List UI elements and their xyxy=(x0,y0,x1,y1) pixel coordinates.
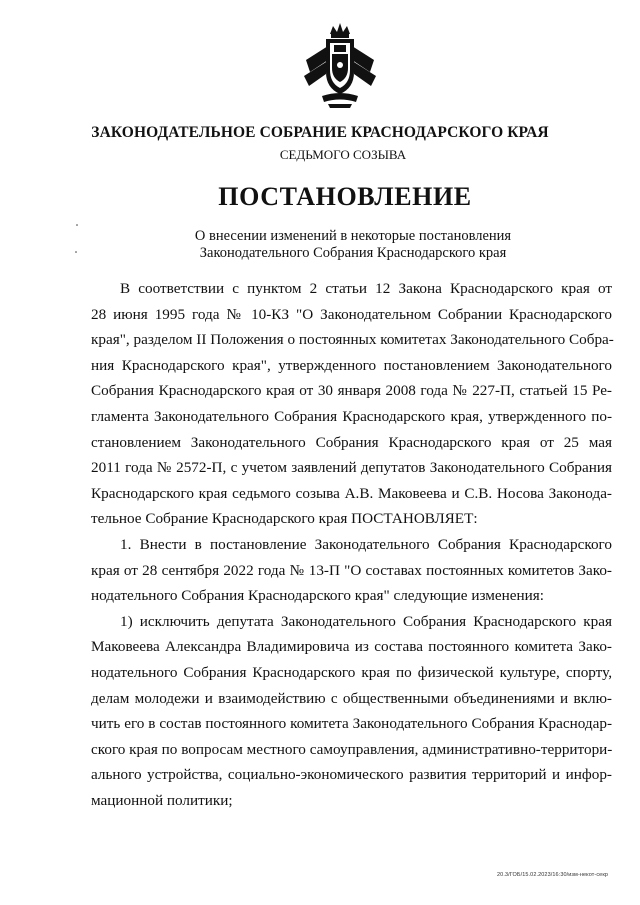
body-line: мационной политики; xyxy=(91,791,233,809)
document-subject xyxy=(0,228,640,262)
body-line: тельное Собрание Краснодарского края ПОСТАНОВЛЯЕТ: xyxy=(91,510,478,528)
body-line: В соответствии с пунктом 2 статьи 12 Закона Краснодарского края от xyxy=(120,280,612,297)
body-line: чить его в состав постоянного комитета Законодательного Собрания Краснодар- xyxy=(91,715,612,733)
document-body xyxy=(91,276,612,813)
body-line: ального устройства, социально-экономического развития территорий и инфор- xyxy=(91,766,612,784)
coat-of-arms-emblem xyxy=(300,20,380,112)
body-line: Краснодарского края седьмого созыва А.В. Маковеева и С.В. Носова Законода- xyxy=(91,484,612,502)
scan-speck xyxy=(75,251,77,253)
body-line: Маковеева Александра Владимировича из состава постоянного комитета Зако- xyxy=(91,638,612,656)
document-type-title: ПОСТАНОВЛЕНИЕ xyxy=(218,182,472,211)
body-line: 28 июня 1995 года № 10-КЗ "О Законодательном Собрании Краснодарского xyxy=(91,305,612,323)
body-line: ния Краснодарского края", утвержденного постановлением Законодательного xyxy=(91,356,612,374)
body-line: края от 28 сентября 2022 года № 13-П "О составах постоянных комитетов Зако- xyxy=(91,561,612,579)
body-line: нодательного Собрания Краснодарского края" следующие изменения: xyxy=(91,587,544,605)
body-line: ского края по вопросам местного самоуправления, административно-территори- xyxy=(91,740,613,758)
body-line: нодательного Собрания Краснодарского края по физической культуре, спорту, xyxy=(91,663,612,681)
body-line: гламента Законодательного Собрания Краснодарского края, утвержденного по- xyxy=(91,407,612,425)
subject-line: О внесении изменений в некоторые постановления xyxy=(194,228,512,244)
body-line: 1) исключить депутата Законодательного Собрания Краснодарского края xyxy=(120,612,612,630)
subject-line: Законодательного Собрания Краснодарского края xyxy=(199,245,507,261)
body-line: Собрания Краснодарского края от 30 января 2008 года № 227-П, статьей 15 Ре- xyxy=(91,382,612,400)
footer-stamp: 20.3/ГОБ/15.02.2023/16:30/изм-некот-секр xyxy=(497,872,608,878)
convocation-label: СЕДЬМОГО СОЗЫВА xyxy=(279,147,407,162)
body-line: 2011 года № 2572-П, с учетом заявлений депутатов Законодательного Собрания xyxy=(91,459,612,477)
scan-speck xyxy=(76,224,78,226)
organization-name: ЗАКОНОДАТЕЛЬНОЕ СОБРАНИЕ КРАСНОДАРСКОГО КРАЯ xyxy=(91,124,549,141)
body-line: края", разделом II Положения о постоянных комитетах Законодательного Собра- xyxy=(91,331,614,349)
body-line: становлением Законодательного Собрания Краснодарского края от 25 мая xyxy=(91,433,612,451)
body-line: делам молодежи и взаимодействию с общественными объединениями и вклю- xyxy=(91,689,612,707)
body-line: 1. Внести в постановление Законодательного Собрания Краснодарского xyxy=(120,535,612,553)
